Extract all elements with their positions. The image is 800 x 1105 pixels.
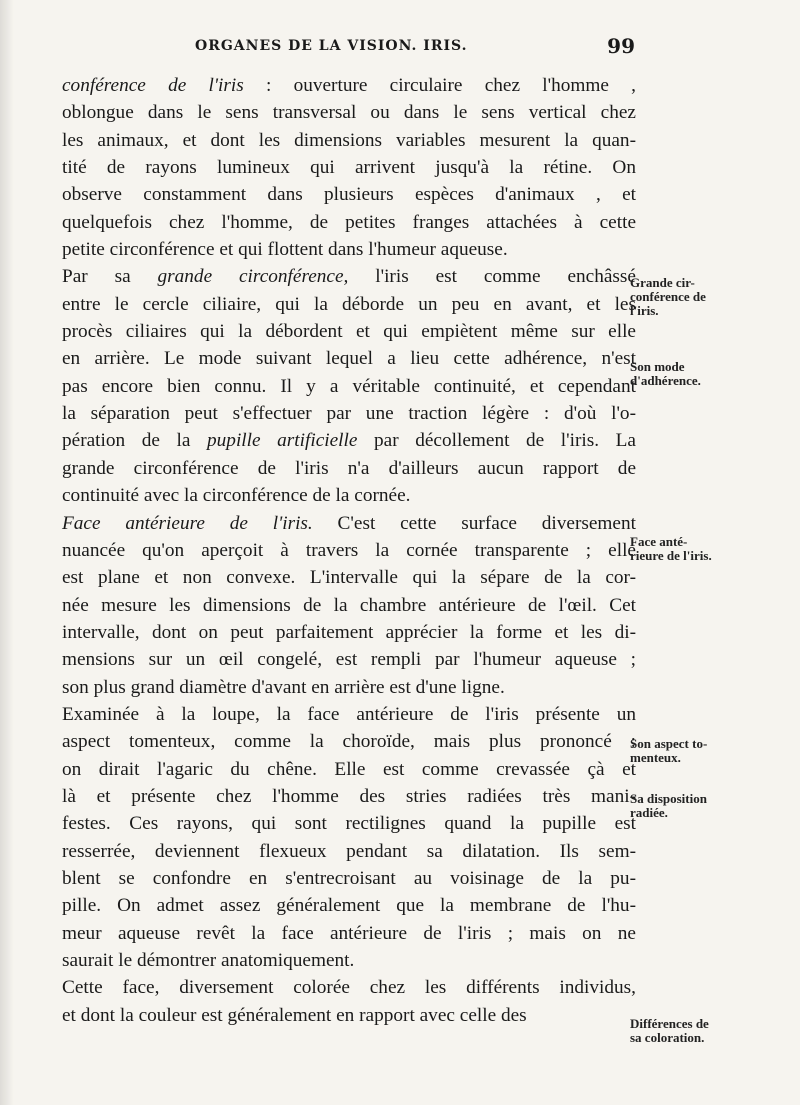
text-line: entre le cercle ciliaire, qui la déborde un peu en avant, et les bbox=[62, 293, 636, 315]
text-line: née mesure les dimensions de la chambre antérieure de l'œil. Cet bbox=[62, 594, 636, 616]
margin-note-line: conférence de bbox=[630, 289, 706, 304]
margin-note bbox=[630, 792, 756, 820]
margin-note-line: rieure de l'iris. bbox=[630, 548, 712, 563]
binding-shadow bbox=[0, 0, 14, 1105]
page-header bbox=[195, 34, 635, 58]
margin-note-line: Face anté- bbox=[630, 534, 688, 549]
margin-note-line: radiée. bbox=[630, 805, 668, 820]
text-line: Examinée à la loupe, la face antérieure de l'iris présente un bbox=[62, 703, 636, 725]
text-line: oblongue dans le sens transversal ou dans le sens vertical chez bbox=[62, 102, 636, 124]
text-line: pération de la pupille artificielle par décollement de l'iris. La bbox=[62, 430, 636, 452]
italic-term: Face antérieure de l'iris. bbox=[62, 512, 313, 534]
text-line: et dont la couleur est généralement en rapport avec celle des bbox=[62, 1004, 527, 1026]
text-line: les animaux, et dont les dimensions variables mesurent la quan- bbox=[62, 129, 636, 151]
text-line: Cette face, diversement colorée chez les différents individus, bbox=[62, 977, 636, 999]
text-line: nuancée qu'on aperçoit à travers la cornée transparente ; elle bbox=[62, 539, 636, 561]
text-line: quelquefois chez l'homme, de petites franges attachées à cette bbox=[62, 211, 636, 233]
text-line: festes. Ces rayons, qui sont rectilignes quand la pupille est bbox=[62, 813, 636, 835]
margin-note bbox=[630, 360, 756, 388]
margin-note-line: sa coloration. bbox=[630, 1030, 705, 1045]
margin-note-line: d'adhérence. bbox=[630, 373, 701, 388]
running-head: ORGANES DE LA VISION. IRIS. bbox=[195, 38, 468, 54]
text-line: Face antérieure de l'iris. C'est cette surface diversement bbox=[62, 512, 636, 534]
italic-term: conférence de l'iris bbox=[62, 75, 244, 96]
margin-note-line: l'iris. bbox=[630, 303, 659, 318]
margin-note-line: Différences de bbox=[630, 1016, 709, 1031]
margin-note-line: Son mode bbox=[630, 359, 685, 374]
text-line: continuité avec la circonférence de la cornée. bbox=[62, 485, 411, 507]
text-line: blent se confondre en s'entrecroisant au voisinage de la pu- bbox=[62, 867, 636, 889]
text-line: tité de rayons lumineux qui arrivent jusqu'à la rétine. On bbox=[62, 157, 636, 179]
text-line: mensions sur un œil congelé, est rempli par l'humeur aqueuse ; bbox=[62, 649, 636, 671]
margin-note bbox=[630, 1017, 756, 1045]
text-line: grande circonférence de l'iris n'a d'ailleurs aucun rapport de bbox=[62, 457, 636, 479]
text-line: observe constamment dans plusieurs espèces d'animaux , et bbox=[62, 184, 636, 206]
text-line: on dirait l'agaric du chêne. Elle est comme crevassée çà et bbox=[62, 758, 636, 780]
text-line: pille. On admet assez généralement que la membrane de l'hu- bbox=[62, 895, 636, 917]
text-line: pas encore bien connu. Il y a véritable continuité, et cependant bbox=[62, 375, 636, 397]
margin-note-line: menteux. bbox=[630, 750, 681, 765]
page-number: 99 bbox=[607, 34, 635, 58]
margin-note bbox=[630, 276, 756, 318]
text-line: procès ciliaires qui la débordent et qui empiètent même sur elle bbox=[62, 321, 636, 343]
text-line: meur aqueuse revêt la face antérieure de l'iris ; mais on ne bbox=[62, 922, 636, 944]
text-line: la séparation peut s'effectuer par une traction légère : d'où l'o- bbox=[62, 403, 636, 425]
margin-note-line: Grande cir- bbox=[630, 275, 695, 290]
text-line: son plus grand diamètre d'avant en arrière est d'une ligne. bbox=[62, 676, 505, 698]
text-line: saurait le démontrer anatomiquement. bbox=[62, 950, 355, 971]
text-line: resserrée, deviennent flexueux pendant sa dilatation. Ils sem- bbox=[62, 840, 636, 862]
text-line: aspect tomenteux, comme la choroïde, mais plus prononcé : bbox=[62, 731, 636, 753]
italic-term: grande circonférence, bbox=[157, 266, 349, 288]
margin-notes bbox=[630, 0, 760, 1105]
text-line: petite circonférence et qui flottent dans l'humeur aqueuse. bbox=[62, 239, 508, 261]
text-line: en arrière. Le mode suivant lequel a lieu cette adhérence, n'est bbox=[62, 348, 636, 370]
italic-term: pupille artificielle bbox=[207, 430, 358, 452]
text-line: est plane et non convexe. L'intervalle qui la sépare de la cor- bbox=[62, 567, 636, 589]
text-line: là et présente chez l'homme des stries radiées très mani- bbox=[62, 785, 636, 807]
text-line: Par sa grande circonférence, l'iris est comme enchâssé bbox=[62, 266, 636, 288]
text-line: intervalle, dont on peut parfaitement apprécier la forme et les di- bbox=[62, 621, 636, 643]
text-line: conférence de l'iris : ouverture circulaire chez l'homme , bbox=[62, 75, 636, 96]
margin-note bbox=[630, 535, 756, 563]
body-text bbox=[62, 72, 636, 1029]
margin-note-line: Son aspect to- bbox=[630, 736, 708, 751]
margin-note bbox=[630, 737, 756, 765]
margin-note-line: Sa disposition bbox=[630, 791, 707, 806]
